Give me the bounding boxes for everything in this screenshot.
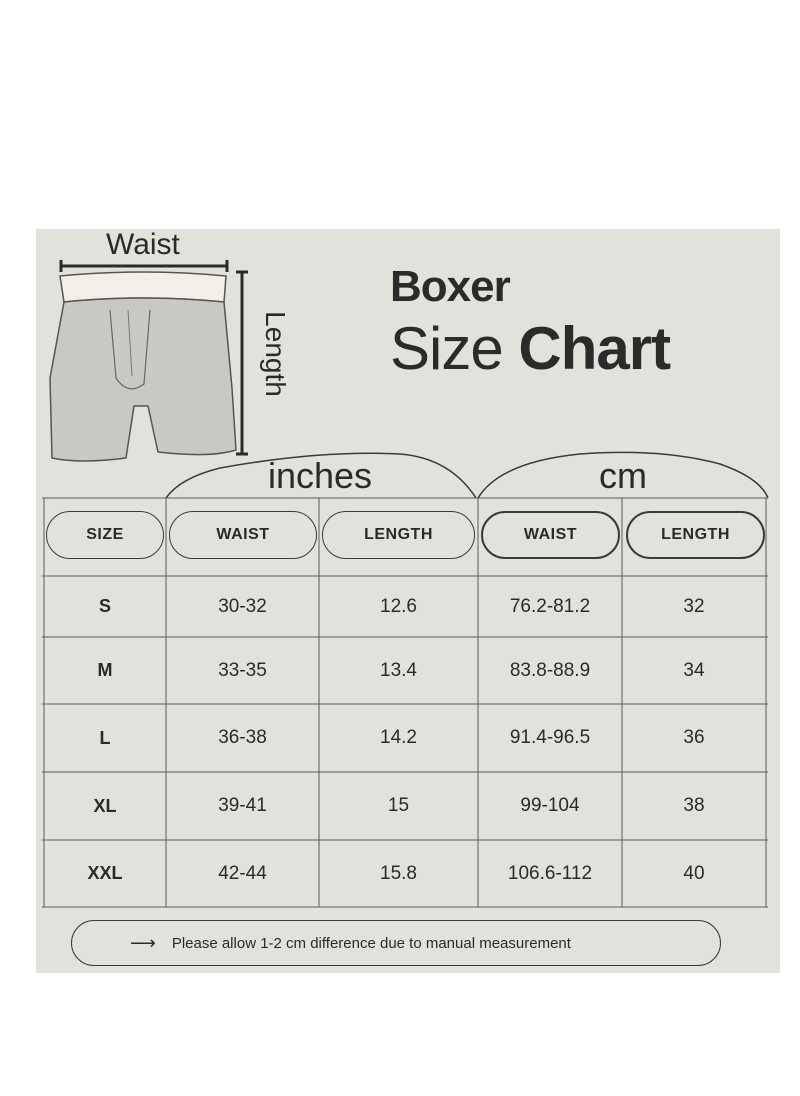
waist-cm-cell: 99-104 [520,795,580,816]
waist-inches-cell: 36-38 [218,727,267,748]
size-cell: S [98,596,111,616]
length-inches-cell: 15 [387,795,410,816]
waist-cm-cell: 91.4-96.5 [509,727,591,748]
title-size-word: Size [390,315,519,382]
waist-cm-cell: 76.2-81.2 [509,595,591,617]
length-inches-cell: 13.4 [380,659,417,681]
size-cell: M [97,660,113,680]
header-size: SIZE [46,511,164,559]
length-cm-cell: 36 [683,727,705,748]
arrow-right-icon: ⟶ [130,932,156,953]
measurement-note-text: Please allow 1-2 cm difference due to manual measurement [171,934,571,952]
waist-label: Waist [106,228,180,261]
header-length-cm: LENGTH [626,511,765,559]
waist-cm-cell: 83.8-88.9 [509,659,591,681]
header-waist-inches: WAIST [169,511,317,559]
length-cm-cell: 34 [683,659,705,681]
header-waist-cm: WAIST [481,511,620,559]
waist-inches-cell: 33-35 [218,659,267,681]
length-cm-cell: 40 [683,862,705,884]
cm-group-label: cm [599,455,647,496]
waist-cm-cell: 106.6-112 [507,862,593,884]
header-length-inches: LENGTH [322,511,475,559]
length-inches-cell: 12.6 [380,595,417,617]
title-chart-word: Chart [518,315,671,382]
waist-inches-cell: 30-32 [218,595,267,617]
waist-inches-cell: 39-41 [218,795,267,816]
inches-group-label: inches [267,455,373,496]
title-line1: Boxer [390,262,510,311]
length-cm-cell: 38 [683,795,705,816]
length-inches-cell: 15.8 [380,862,417,884]
size-cell: XXL [87,863,123,883]
length-cm-cell: 32 [683,595,705,617]
size-cell: XL [93,795,117,816]
length-label: Length [259,311,291,397]
waist-inches-cell: 42-44 [218,862,267,884]
length-inches-cell: 14.2 [380,727,417,748]
size-cell: L [99,727,111,748]
measurement-note [71,920,721,966]
